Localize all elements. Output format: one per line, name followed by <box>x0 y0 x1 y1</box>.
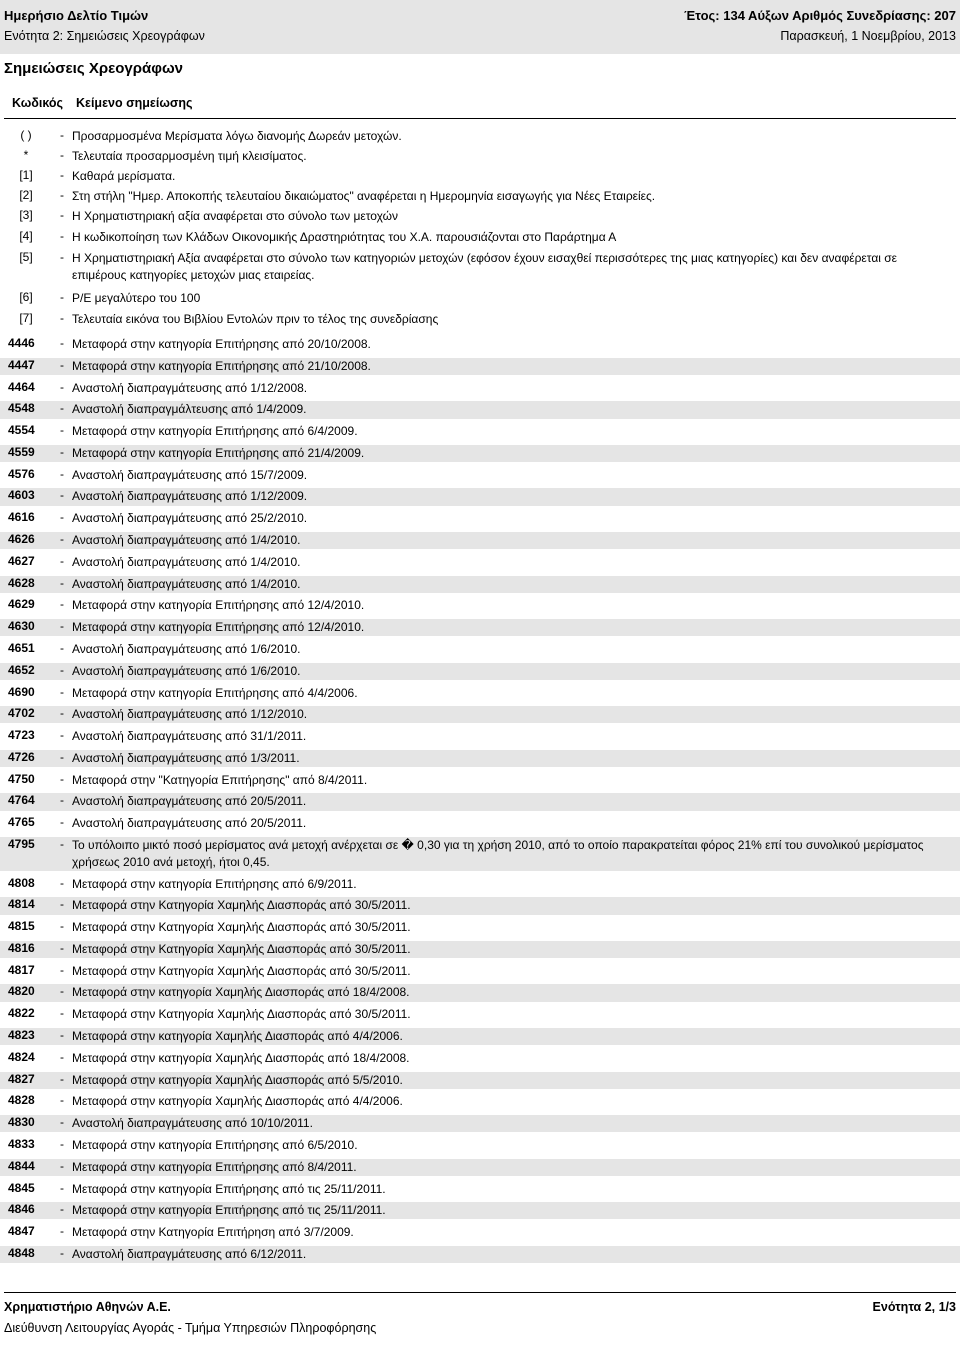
separator-dash: - <box>60 1006 64 1021</box>
separator-dash: - <box>60 619 64 634</box>
note-code: 4848 <box>8 1245 35 1260</box>
note-code: 4630 <box>8 619 35 634</box>
note-row <box>0 728 960 745</box>
note-text: Τελευταία εικόνα του Βιβλίου Εντολών πριν το τέλος της συνεδρίασης <box>72 312 439 326</box>
note-row <box>0 984 960 1001</box>
note-row <box>0 1137 960 1154</box>
note-text: Μεταφορά στην Κατηγορία Χαμηλής Διασποράς από 30/5/2011. <box>72 1007 411 1022</box>
note-code: 4823 <box>8 1028 35 1043</box>
separator-dash: - <box>60 444 64 459</box>
note-row <box>0 1028 960 1045</box>
note-text: Μεταφορά στην Κατηγορία Χαμηλής Διασποράς από 30/5/2011. <box>72 963 411 978</box>
separator-dash: - <box>60 188 64 202</box>
note-code: [6] <box>19 290 33 304</box>
separator-dash: - <box>60 357 64 372</box>
separator-dash: - <box>60 597 64 612</box>
note-code: 4628 <box>8 575 35 590</box>
note-row <box>0 467 960 484</box>
note-row <box>0 641 960 658</box>
note-text: Μεταφορά στην κατηγορία Επιτήρησης από 20/10/2008. <box>72 337 371 351</box>
note-row <box>0 706 960 723</box>
note-code: 4764 <box>8 793 35 808</box>
note-row <box>0 1093 960 1110</box>
note-code: 4554 <box>8 423 35 438</box>
note-code: 4846 <box>8 1202 35 1217</box>
note-text: Αναστολή διαπραγμάτευσης από 1/6/2010. <box>72 641 301 656</box>
separator-dash: - <box>60 684 64 699</box>
note-text: Αναστολή διαπραγμάτευσης από 1/6/2010. <box>72 663 301 678</box>
note-text: Αναστολή διαπραγμάτευσης από 25/2/2010. <box>72 511 308 526</box>
separator-dash: - <box>60 640 64 655</box>
separator-dash: - <box>60 919 64 934</box>
note-text: Μεταφορά στην κατηγορία Επιτήρησης από 12/4/2010. <box>72 620 365 635</box>
note-text: Τελευταία προσαρμοσμένη τιμή κλεισίματος. <box>72 149 307 163</box>
note-text: Αναστολή διαπραγμάτευσης από 1/12/2009. <box>72 489 308 504</box>
note-row <box>0 380 960 397</box>
note-code: 4652 <box>8 662 35 677</box>
note-row <box>0 488 960 505</box>
note-text: Αναστολή διαπραγμάτευσης από 1/4/2010. <box>72 576 301 591</box>
note-text: Μεταφορά στην Κατηγορία Επιτήρηση από 3/7/2009. <box>72 1225 354 1240</box>
note-row <box>0 619 960 636</box>
note-row <box>0 1224 960 1241</box>
note-code: [7] <box>19 311 33 325</box>
note-text: Αναστολή διαπραγμάτευσης από 6/12/2011. <box>72 1246 307 1261</box>
note-code: [4] <box>19 229 33 243</box>
note-code: 4750 <box>8 771 35 786</box>
note-text: P/E μεγαλύτερο του 100 <box>72 291 201 305</box>
separator-dash: - <box>60 148 64 162</box>
separator-dash: - <box>60 208 64 222</box>
separator-dash: - <box>60 168 64 182</box>
note-code: 4726 <box>8 749 35 764</box>
note-code: 4702 <box>8 706 35 721</box>
page-title: Σημειώσεις Χρεογράφων <box>4 60 183 77</box>
separator-dash: - <box>60 1245 64 1260</box>
note-row <box>0 1181 960 1198</box>
note-text: Μεταφορά στην κατηγορία Επιτήρησης από τις 25/11/2011. <box>72 1203 386 1218</box>
separator-dash: - <box>60 771 64 786</box>
note-code: 4651 <box>8 640 35 655</box>
note-code: 4808 <box>8 875 35 890</box>
note-text: Το υπόλοιπο μικτό ποσό μερίσματος ανά μετοχή ανέρχεται σε � 0,30 για τη χρήση 2010, από το οποίο παρακρατείται φόρος 21% επί του συνολικού μερίσματος χρήσεως 2010 ανά μετοχή, ήτοι 0,45. <box>72 837 924 869</box>
note-row <box>0 576 960 593</box>
note-row <box>0 941 960 958</box>
note-code: 4795 <box>8 836 35 851</box>
note-code: 4845 <box>8 1180 35 1195</box>
note-text: Αναστολή διαπραγμάτευσης από 1/4/2010. <box>72 533 301 548</box>
note-code: 4844 <box>8 1158 35 1173</box>
page-number: Ενότητα 2, 1/3 <box>872 1300 956 1314</box>
session-info: Έτος: 134 Αύξων Αριθμός Συνεδρίασης: 207 <box>684 8 956 23</box>
note-text: Η Χρηματιστηριακή Αξία αναφέρεται στο σύνολο των κατηγοριών μετοχών (εφόσον έχουν εισαχθεί περισσότερες της μιας κατηγορίες) και δεν αναφέρεται σε επιμέρους κατηγορίες μετοχών μιας εταιρείας. <box>72 251 898 282</box>
note-code: 4816 <box>8 940 35 955</box>
separator-dash: - <box>60 836 64 851</box>
legend-row <box>0 290 960 307</box>
note-code: 4833 <box>8 1136 35 1151</box>
separator-dash: - <box>60 706 64 721</box>
note-code: 4824 <box>8 1049 35 1064</box>
legend-row <box>0 128 960 145</box>
note-text: Μεταφορά στην "Κατηγορία Επιτήρησης" από 8/4/2011. <box>72 772 368 787</box>
separator-dash: - <box>60 336 64 350</box>
note-text: Μεταφορά στην κατηγορία Χαμηλής Διασποράς από 18/4/2008. <box>72 1050 410 1065</box>
note-text: Αναστολή διαπραγμάτευσης από 1/3/2011. <box>72 750 300 765</box>
note-row <box>0 358 960 375</box>
bulletin-title: Ημερήσιο Δελτίο Τιμών <box>4 8 149 23</box>
note-code: 4822 <box>8 1006 35 1021</box>
note-row <box>0 554 960 571</box>
separator-dash: - <box>60 1115 64 1130</box>
column-header-code: Κωδικός <box>12 96 64 110</box>
page-header <box>0 0 960 54</box>
note-text: Αναστολή διαπραγμάλτευσης από 1/4/2009. <box>72 402 307 417</box>
note-code: 4814 <box>8 897 35 912</box>
separator-dash: - <box>60 1028 64 1043</box>
separator-dash: - <box>60 311 64 325</box>
note-text: Μεταφορά στην κατηγορία Επιτήρησης από 4/4/2006. <box>72 685 358 700</box>
note-code: [1] <box>19 168 33 182</box>
note-row <box>0 837 960 871</box>
note-text: Μεταφορά στην κατηγορία Επιτήρησης από 12/4/2010. <box>72 598 365 613</box>
note-text: Αναστολή διαπραγμάτευσης από 20/5/2011. <box>72 816 307 831</box>
note-text: Αναστολή διαπραγμάτευσης από 20/5/2011. <box>72 794 307 809</box>
note-row <box>0 1159 960 1176</box>
legend-row <box>0 188 960 205</box>
note-code: 4765 <box>8 815 35 830</box>
note-row <box>0 445 960 462</box>
separator-dash: - <box>60 815 64 830</box>
note-code: [3] <box>19 208 33 222</box>
note-code: 4690 <box>8 684 35 699</box>
separator-dash: - <box>60 423 64 438</box>
note-code: 4828 <box>8 1093 35 1108</box>
note-code: 4830 <box>8 1115 35 1130</box>
separator-dash: - <box>60 793 64 808</box>
note-text: Μεταφορά στην κατηγορία Επιτήρησης από 21/4/2009. <box>72 445 365 460</box>
note-text: Μεταφορά στην κατηγορία Χαμηλής Διασποράς από 4/4/2006. <box>72 1094 403 1109</box>
note-row <box>0 1072 960 1089</box>
separator-dash: - <box>60 984 64 999</box>
separator-dash: - <box>60 488 64 503</box>
note-row <box>0 1246 960 1263</box>
note-code: * <box>23 148 29 162</box>
note-code: 4827 <box>8 1071 35 1086</box>
note-row <box>0 685 960 702</box>
note-text: Μεταφορά στην κατηγορία Επιτήρησης από 6/5/2010. <box>72 1137 358 1152</box>
legend-row <box>0 229 960 246</box>
note-text: Μεταφορά στην κατηγορία Επιτήρησης από 21/10/2008. <box>72 358 371 373</box>
exchange-name: Χρηματιστήριο Αθηνών Α.Ε. <box>4 1300 171 1314</box>
legend-row <box>0 311 960 328</box>
note-code: 4559 <box>8 444 35 459</box>
note-row <box>0 963 960 980</box>
note-code: 4576 <box>8 466 35 481</box>
note-row <box>0 897 960 914</box>
column-header-text: Κείμενο σημείωσης <box>76 96 193 110</box>
separator-dash: - <box>60 1158 64 1173</box>
legend-row <box>0 168 960 185</box>
note-text: Μεταφορά στην κατηγορία Χαμηλής Διασποράς από 5/5/2010. <box>72 1072 403 1087</box>
note-code: 4815 <box>8 919 35 934</box>
note-text: Αναστολή διαπραγμάτευσης από 1/12/2010. <box>72 707 308 722</box>
separator-dash: - <box>60 728 64 743</box>
note-row <box>0 423 960 440</box>
note-text: Η κωδικοποίηση των Κλάδων Οικονομικής Δραστηριότητας του Χ.Α. παρουσιάζονται στο Παράρτημα Α <box>72 230 617 244</box>
note-code: [2] <box>19 188 33 202</box>
note-code: 4447 <box>8 357 35 372</box>
note-row <box>0 1050 960 1067</box>
note-code: 4464 <box>8 379 35 394</box>
note-row <box>0 772 960 789</box>
note-text: Αναστολή διαπραγμάτευσης από 10/10/2011. <box>72 1116 313 1131</box>
note-text: Προσαρμοσμένα Μερίσματα λόγω διανομής Δωρεάν μετοχών. <box>72 129 402 143</box>
separator-dash: - <box>60 1049 64 1064</box>
note-code: 4629 <box>8 597 35 612</box>
separator-dash: - <box>60 962 64 977</box>
header-divider <box>4 118 956 119</box>
note-text: Αναστολή διαπραγμάτευσης από 1/12/2008. <box>72 380 308 395</box>
separator-dash: - <box>60 897 64 912</box>
note-row <box>0 815 960 832</box>
separator-dash: - <box>60 875 64 890</box>
note-text: Η Χρηματιστηριακή αξία αναφέρεται στο σύνολο των μετοχών <box>72 209 398 223</box>
note-row <box>0 510 960 527</box>
separator-dash: - <box>60 1202 64 1217</box>
note-row <box>0 336 960 353</box>
note-row <box>0 750 960 767</box>
note-row <box>0 401 960 418</box>
separator-dash: - <box>60 229 64 243</box>
note-code: [5] <box>19 250 33 264</box>
note-text: Μεταφορά στην κατηγορία Χαμηλής Διασποράς από 4/4/2006. <box>72 1029 403 1044</box>
note-text: Μεταφορά στην κατηγορία Επιτήρησης από 6/9/2011. <box>72 876 357 891</box>
note-text: Μεταφορά στην κατηγορία Επιτήρησης από 6/4/2009. <box>72 424 358 439</box>
note-row <box>0 1115 960 1132</box>
separator-dash: - <box>60 1180 64 1195</box>
legend-row <box>0 148 960 165</box>
note-code: 4616 <box>8 510 35 525</box>
note-code: 4626 <box>8 532 35 547</box>
note-row <box>0 597 960 614</box>
note-row <box>0 1202 960 1219</box>
separator-dash: - <box>60 379 64 394</box>
separator-dash: - <box>60 1224 64 1239</box>
note-code: 4817 <box>8 962 35 977</box>
separator-dash: - <box>60 1071 64 1086</box>
department-name: Διεύθυνση Λειτουργίας Αγοράς - Τμήμα Υπηρεσιών Πληροφόρησης <box>4 1321 377 1335</box>
separator-dash: - <box>60 553 64 568</box>
note-code: 4603 <box>8 488 35 503</box>
separator-dash: - <box>60 510 64 525</box>
note-code: 4723 <box>8 728 35 743</box>
note-text: Αναστολή διαπραγμάτευσης από 31/1/2011. <box>72 729 307 744</box>
note-code: 4627 <box>8 553 35 568</box>
separator-dash: - <box>60 749 64 764</box>
note-text: Καθαρά μερίσματα. <box>72 169 176 183</box>
separator-dash: - <box>60 575 64 590</box>
note-text: Μεταφορά στην Κατηγορία Χαμηλής Διασποράς από 30/5/2011. <box>72 898 411 913</box>
note-row <box>0 663 960 680</box>
separator-dash: - <box>60 1136 64 1151</box>
separator-dash: - <box>60 1093 64 1108</box>
note-code: ( ) <box>20 128 32 142</box>
separator-dash: - <box>60 250 64 264</box>
note-text: Στη στήλη "Ημερ. Αποκοπής τελευταίου δικαιώματος" αναφέρεται η Ημερομηνία εισαγωγής για Νέες Εταιρείες. <box>72 189 656 203</box>
separator-dash: - <box>60 466 64 481</box>
notes-list <box>0 124 960 1263</box>
note-code: 4820 <box>8 984 35 999</box>
note-row <box>0 1006 960 1023</box>
note-text: Μεταφορά στην κατηγορία Επιτήρησης από 8/4/2011. <box>72 1159 357 1174</box>
separator-dash: - <box>60 532 64 547</box>
note-text: Αναστολή διαπραγμάτευσης από 1/4/2010. <box>72 554 301 569</box>
page-footer <box>0 1296 960 1345</box>
note-code: 4446 <box>8 336 35 350</box>
note-text: Μεταφορά στην κατηγορία Επιτήρησης από τις 25/11/2011. <box>72 1181 386 1196</box>
note-text: Μεταφορά στην Κατηγορία Χαμηλής Διασποράς από 30/5/2011. <box>72 920 411 935</box>
note-code: 4847 <box>8 1224 35 1239</box>
footer-divider <box>4 1292 956 1293</box>
note-row <box>0 793 960 810</box>
session-date: Παρασκευή, 1 Νοεμβρίου, 2013 <box>780 29 956 43</box>
section-subtitle: Ενότητα 2: Σημειώσεις Χρεογράφων <box>4 29 205 43</box>
separator-dash: - <box>60 290 64 304</box>
note-row <box>0 532 960 549</box>
note-row <box>0 919 960 936</box>
separator-dash: - <box>60 128 64 142</box>
note-text: Αναστολή διαπραγμάτευσης από 15/7/2009. <box>72 467 308 482</box>
note-code: 4548 <box>8 401 35 416</box>
separator-dash: - <box>60 662 64 677</box>
note-text: Μεταφορά στην Κατηγορία Χαμηλής Διασποράς από 30/5/2011. <box>72 941 411 956</box>
separator-dash: - <box>60 940 64 955</box>
note-row <box>0 876 960 893</box>
legend-row <box>0 208 960 225</box>
separator-dash: - <box>60 401 64 416</box>
legend-row <box>0 250 960 284</box>
note-text: Μεταφορά στην κατηγορία Χαμηλής Διασποράς από 18/4/2008. <box>72 985 410 1000</box>
